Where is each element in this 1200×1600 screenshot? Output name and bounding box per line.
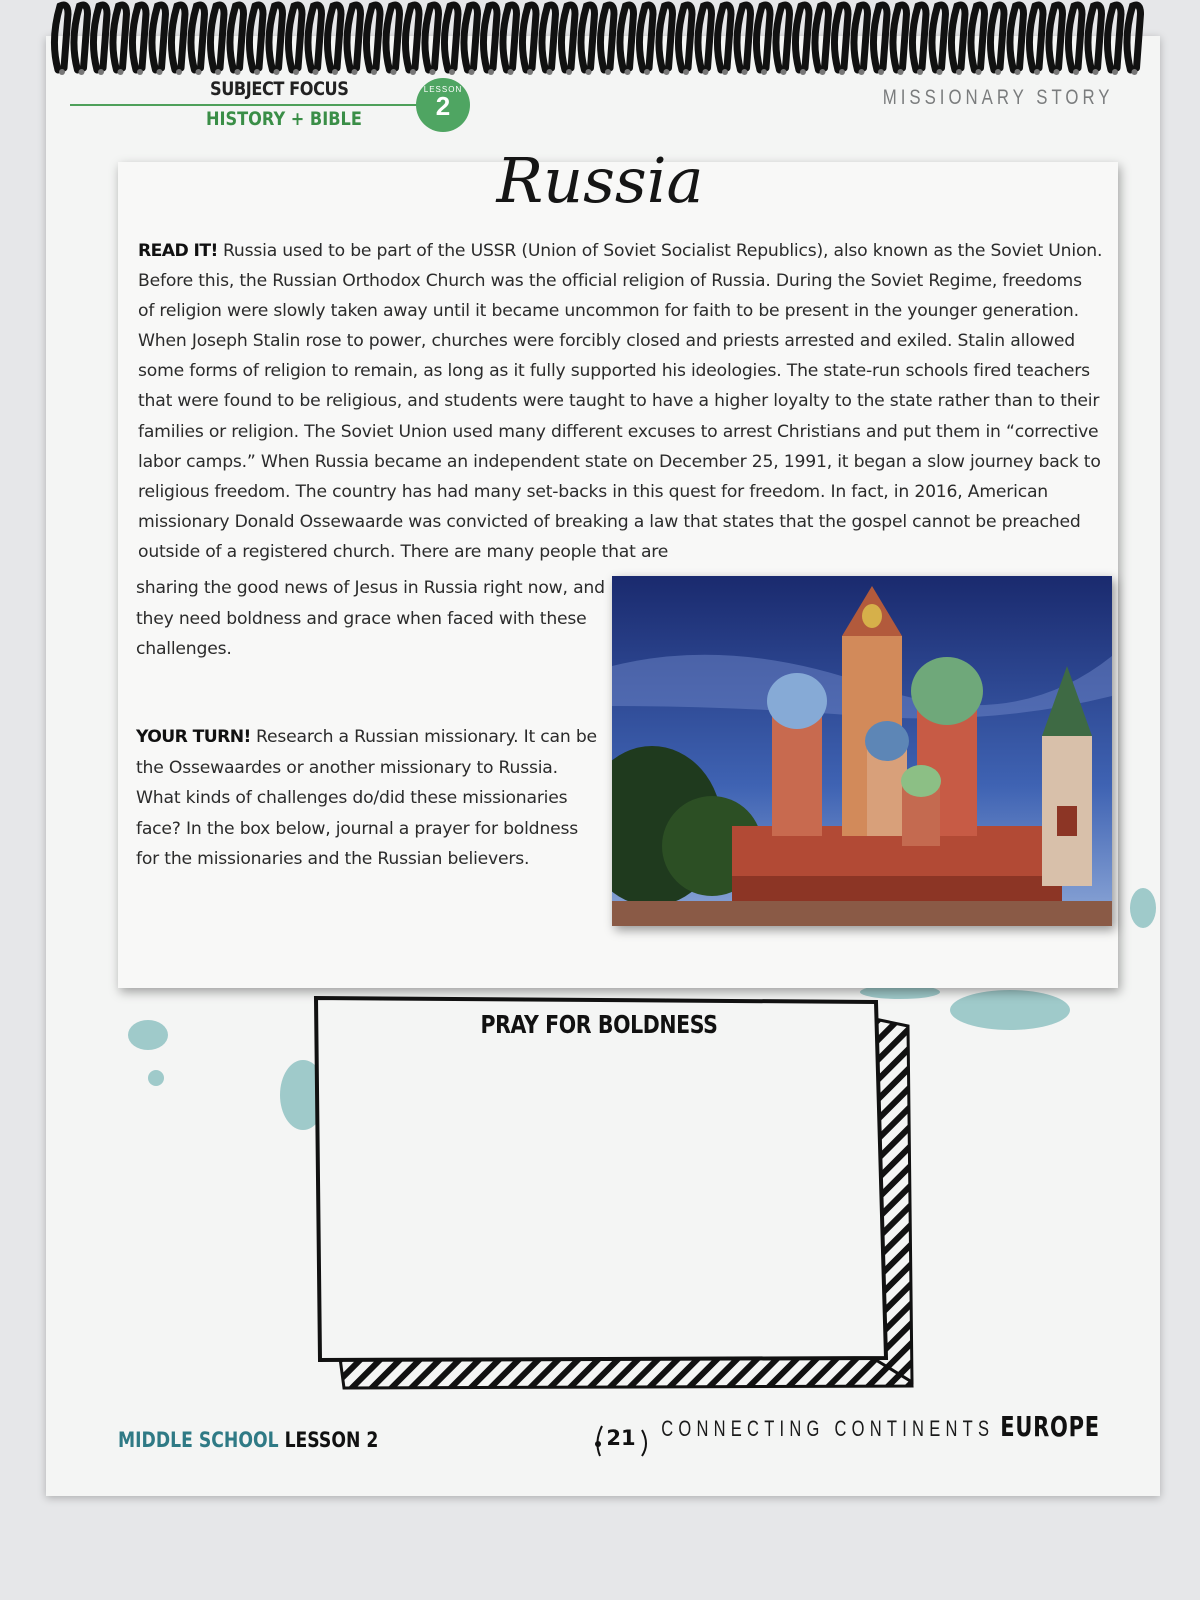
spiral-hole	[1054, 69, 1060, 75]
spiral-coil	[737, 5, 751, 70]
spiral-hole	[235, 69, 241, 75]
spiral-coil	[132, 5, 146, 70]
read-it-paragraph	[138, 236, 1103, 567]
spiral-hole	[157, 69, 163, 75]
spiral-hole	[293, 69, 299, 75]
spiral-hole	[820, 69, 826, 75]
spiral-coil	[366, 5, 380, 70]
spiral-hole	[176, 69, 182, 75]
subject-name: HISTORY + BIBLE	[206, 108, 362, 130]
spiral-coil	[1010, 5, 1024, 70]
spiral-coil	[249, 5, 263, 70]
spiral-coil	[776, 5, 790, 70]
spiral-coil	[483, 5, 497, 70]
lesson-badge	[416, 78, 470, 132]
spiral-hole	[644, 69, 650, 75]
spiral-coil	[405, 5, 419, 70]
spiral-coil	[425, 5, 439, 70]
spiral-coil	[444, 5, 458, 70]
spiral-coil	[503, 5, 517, 70]
spiral-hole	[995, 69, 1001, 75]
spiral-coil	[698, 5, 712, 70]
spiral-coil	[542, 5, 556, 70]
spiral-coil	[581, 5, 595, 70]
paint-splash	[128, 1020, 168, 1050]
spiral-hole	[800, 69, 806, 75]
spiral-coil	[1107, 5, 1121, 70]
spiral-coil	[1088, 5, 1102, 70]
spiral-hole	[527, 69, 533, 75]
read-it-text: Russia used to be part of the USSR (Union of Soviet Socialist Republics), also known as the Soviet Union. Before this, the Russian Orthodox Church was the official religion of Russia. During the Soviet Regime, freedoms of religion were slowly taken away until it became uncommon for faith to be present in the younger generation. When Joseph Stalin rose to power, churches were forcibly closed and priests arrested and exiled. Stalin allowed some forms of religion to remain, as long as it fully supported his ideologies. The state-run schools fired teachers that were found to be religious, and students were taught to have a higher loyalty to the state rather than to their families or religion. The Soviet Union used many different excuses to arrest Christians and put them in “corrective labor camps.” When Russia became an independent state on December 25, 1991, it began a slow journey back to religious freedom. The country has had many set-backs in this quest for freedom. In fact, in 2016, American missionary Donald Ossewaarde was convicted of breaking a law that states that the gospel cannot be preached outside of a registered church. There are many people that are	[138, 241, 1103, 562]
spiral-coil	[795, 5, 809, 70]
spiral-coil	[893, 5, 907, 70]
spiral-hole	[59, 69, 65, 75]
page-number: 21	[606, 1426, 636, 1450]
spiral-hole	[742, 69, 748, 75]
spiral-coil	[191, 5, 205, 70]
prayer-box-title: PRAY FOR BOLDNESS	[480, 1010, 718, 1039]
spiral-hole	[410, 69, 416, 75]
lesson-badge-label: LESSON	[423, 85, 463, 94]
spiral-coil	[113, 5, 127, 70]
spiral-coil	[561, 5, 575, 70]
spiral-coil	[834, 5, 848, 70]
spiral-coil	[815, 5, 829, 70]
spiral-hole	[98, 69, 104, 75]
spiral-hole	[586, 69, 592, 75]
spiral-coil	[1029, 5, 1043, 70]
spiral-hole	[703, 69, 709, 75]
spiral-hole	[371, 69, 377, 75]
spiral-coil	[1127, 5, 1141, 70]
spiral-hole	[118, 69, 124, 75]
spiral-coil	[990, 5, 1004, 70]
spiral-coil	[210, 5, 224, 70]
section-label: MISSIONARY STORY	[883, 86, 1114, 109]
spiral-coil	[74, 5, 88, 70]
cathedral-photo	[612, 576, 1112, 926]
spiral-coil	[951, 5, 965, 70]
read-it-continued: sharing the good news of Jesus in Russia right now, and they need boldness and grace when faced with these challenges.	[136, 578, 605, 659]
footer-series-name: CONNECTING CONTINENTS	[661, 1416, 995, 1441]
footer-lesson: LESSON 2	[284, 1428, 379, 1452]
spiral-hole	[956, 69, 962, 75]
spiral-hole	[1112, 69, 1118, 75]
spiral-hole	[352, 69, 358, 75]
spiral-hole	[1015, 69, 1021, 75]
spiral-hole	[859, 69, 865, 75]
footer-grade: MIDDLE SCHOOL	[118, 1428, 279, 1452]
paint-splash	[148, 1070, 164, 1086]
spiral-coil	[327, 5, 341, 70]
spiral-hole	[1034, 69, 1040, 75]
spiral-hole	[1073, 69, 1079, 75]
spiral-hole	[469, 69, 475, 75]
spiral-coil	[230, 5, 244, 70]
spiral-hole	[196, 69, 202, 75]
spiral-hole	[137, 69, 143, 75]
spiral-hole	[430, 69, 436, 75]
spiral-coil	[854, 5, 868, 70]
spiral-coil	[152, 5, 166, 70]
spiral-hole	[839, 69, 845, 75]
spiral-hole	[547, 69, 553, 75]
spiral-coil	[678, 5, 692, 70]
subject-focus-label: SUBJECT FOCUS	[210, 78, 349, 100]
spiral-coil	[386, 5, 400, 70]
spiral-hole	[449, 69, 455, 75]
spiral-hole	[976, 69, 982, 75]
spiral-hole	[917, 69, 923, 75]
spiral-hole	[683, 69, 689, 75]
header-rule	[70, 104, 430, 106]
spiral-coil	[971, 5, 985, 70]
spiral-hole	[1132, 69, 1138, 75]
footer-series	[661, 1410, 1100, 1443]
spiral-coil	[93, 5, 107, 70]
spiral-coil	[288, 5, 302, 70]
spiral-coil	[464, 5, 478, 70]
prayer-journal-area[interactable]	[330, 1050, 870, 1370]
spiral-hole	[488, 69, 494, 75]
spiral-hole	[391, 69, 397, 75]
spiral-coil	[659, 5, 673, 70]
spiral-hole	[664, 69, 670, 75]
spiral-coil	[620, 5, 634, 70]
paint-splash	[950, 990, 1070, 1030]
spiral-coil	[639, 5, 653, 70]
read-it-label: READ IT!	[138, 241, 218, 261]
spiral-hole	[878, 69, 884, 75]
spiral-coil	[717, 5, 731, 70]
footer-grade-lesson	[118, 1428, 378, 1452]
lesson-badge-number: 2	[435, 91, 451, 121]
spiral-coil	[54, 5, 68, 70]
spiral-hole	[254, 69, 260, 75]
your-turn-label: YOUR TURN!	[136, 727, 251, 747]
spiral-hole	[566, 69, 572, 75]
spiral-hole	[215, 69, 221, 75]
footer-continent: EUROPE	[1000, 1410, 1100, 1443]
story-title: Russia	[496, 144, 704, 217]
spiral-hole	[781, 69, 787, 75]
paint-splash	[1130, 888, 1156, 928]
your-turn-text: Research a Russian missionary. It can be the Ossewaardes or another missionary to Russia. What kinds of challenges do/did these missionaries face? In the box below, journal a prayer for boldness for the missionaries and the Russian believers.	[136, 727, 597, 870]
spiral-coil	[932, 5, 946, 70]
spiral-hole	[898, 69, 904, 75]
spiral-coil	[522, 5, 536, 70]
spiral-coil	[912, 5, 926, 70]
spiral-coil	[269, 5, 283, 70]
spiral-hole	[761, 69, 767, 75]
spiral-hole	[937, 69, 943, 75]
spiral-hole	[1093, 69, 1099, 75]
spiral-coil	[756, 5, 770, 70]
spiral-hole	[313, 69, 319, 75]
spiral-hole	[508, 69, 514, 75]
spiral-coil	[873, 5, 887, 70]
spiral-binding	[46, 0, 1160, 80]
spiral-coil	[1049, 5, 1063, 70]
spiral-hole	[274, 69, 280, 75]
spiral-hole	[332, 69, 338, 75]
spiral-coil	[600, 5, 614, 70]
spiral-coil	[308, 5, 322, 70]
spiral-coil	[1068, 5, 1082, 70]
spiral-coil	[171, 5, 185, 70]
spiral-hole	[79, 69, 85, 75]
spiral-hole	[722, 69, 728, 75]
spiral-hole	[625, 69, 631, 75]
spiral-coil	[347, 5, 361, 70]
spiral-hole	[605, 69, 611, 75]
your-turn-paragraph	[136, 722, 606, 875]
